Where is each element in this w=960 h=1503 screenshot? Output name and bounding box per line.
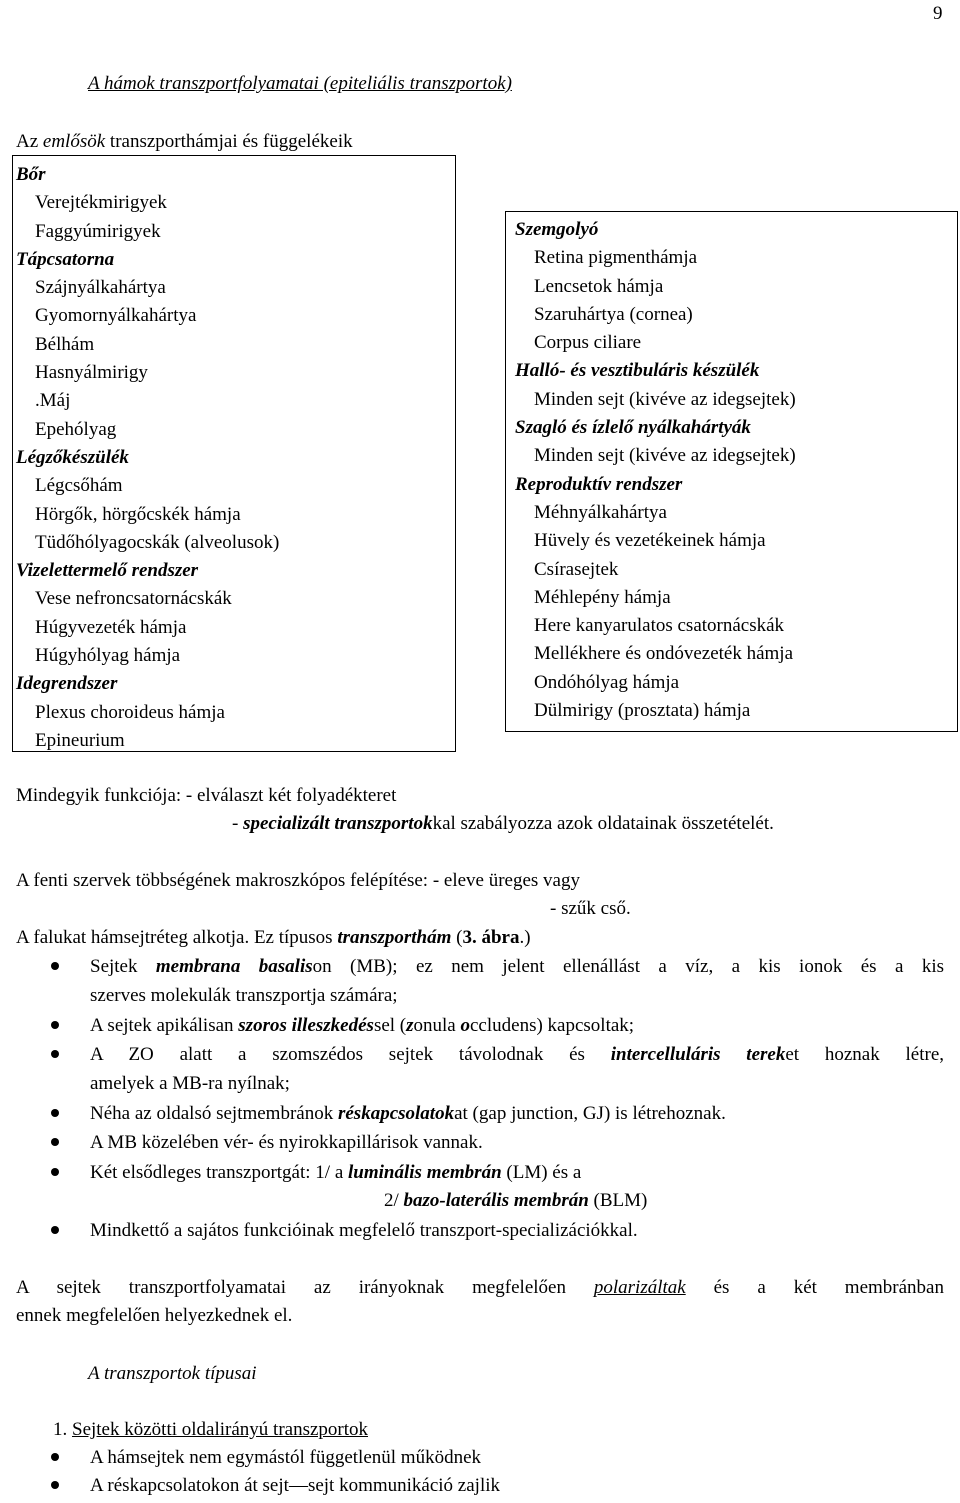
list-item-1 (53, 1416, 368, 1444)
left-organ-box (12, 155, 456, 752)
intro-suffix: transzporthámjai és függelékeik (105, 131, 353, 152)
left-box-heading: Tápcsatorna (16, 248, 115, 270)
tight-junction: szoros illeszkedés (238, 1015, 374, 1036)
list-number: 1. (53, 1419, 72, 1440)
lateral-transport-title: Sejtek közötti oldalirányú transzportok (72, 1419, 369, 1440)
right-box-item: Csírasejtek (534, 558, 619, 580)
specialized-transports: specializált transzportok (243, 813, 433, 834)
function-dash: - (232, 813, 244, 834)
bullet-6-line-2 (384, 1187, 647, 1215)
basolateral-membrane: bazo-laterális membrán (403, 1190, 589, 1211)
b6-c: (LM) és a (501, 1162, 582, 1183)
right-box-heading: Szemgolyó (515, 219, 599, 240)
bullet-3-line-1 (90, 1041, 944, 1069)
intercellular-spaces: intercelluláris terek (610, 1044, 786, 1065)
left-box-item: Húgyvezeték hámja (35, 616, 187, 638)
right-box-heading: Szagló és ízlelő nyálkahártyák (515, 417, 751, 439)
bullet-3-line-2: amelyek a MB-ra nyílnak; (90, 1073, 290, 1094)
b1-a: Sejtek (90, 956, 156, 977)
gap-junctions: réskapcsolatok (337, 1103, 455, 1124)
b3-a: A ZO alatt a szomszédos sejtek távolodnak és (90, 1044, 611, 1065)
right-box-heading: Reproduktív rendszer (515, 473, 683, 495)
bullet-icon (51, 1109, 59, 1117)
left-box-item: Faggyúmirigyek (35, 220, 161, 242)
b2-text-b: sejt kommunikáció zajlik (307, 1475, 501, 1496)
right-box-item: Méhlepény hámja (534, 586, 671, 608)
right-box-item: Retina pigmenthámja (534, 247, 698, 269)
function-line-2 (232, 810, 774, 838)
bullet-icon (51, 962, 59, 970)
right-box-item: Here kanyarulatos csatornácskák (534, 615, 785, 637)
bullet-5: A MB közelében vér- és nyirokkapillárisok vannak. (90, 1132, 483, 1153)
left-box-item: Szájnyálkahártya (35, 277, 166, 299)
b2-d: z (406, 1015, 414, 1036)
left-box-heading: Idegrendszer (16, 673, 118, 695)
b2-e: onula (413, 1015, 461, 1036)
page-number: 9 (933, 3, 943, 24)
b2-text-a: A réskapcsolatokon át sejt (90, 1475, 289, 1496)
bullet-icon (51, 1481, 59, 1489)
left-box-item: Epineurium (35, 729, 125, 751)
right-box-item: Ondóhólyag hámja (534, 671, 680, 693)
macro-mid: ( (451, 927, 463, 948)
intro-italic: emlősök (42, 131, 106, 152)
b2-g: ccludens) kapcsoltak; (470, 1015, 635, 1036)
polar-line-1 (16, 1274, 944, 1302)
macro-line-1: A fenti szervek többségének makroszkópos felépítése: - eleve üreges vagy (16, 870, 580, 891)
right-box-item: Dülmirigy (prosztata) hámja (534, 700, 751, 722)
right-box-item: Lencsetok hámja (534, 275, 664, 297)
list1-bullet-2 (90, 1472, 500, 1500)
bullet-2 (90, 1012, 634, 1040)
left-box-item: Hörgők, hörgőcskék hámja (35, 503, 241, 525)
polar-c: és a két membránban (685, 1277, 944, 1298)
b6-l2-a: 2/ (384, 1190, 404, 1211)
bullet-icon (51, 1226, 59, 1234)
bullet-4 (90, 1100, 726, 1128)
types-title: A transzportok típusai (88, 1363, 257, 1384)
bullet-icon (51, 1050, 59, 1058)
bullet-6-line-1 (90, 1159, 581, 1187)
polar-line-2: ennek megfelelően helyezkednek el. (16, 1305, 293, 1326)
macro-prefix: A falukat hámsejtréteg alkotja. Ez típusos (16, 927, 338, 948)
bullet-1-line-1 (90, 953, 944, 981)
left-box-item: Verejtékmirigyek (35, 192, 167, 214)
intro-prefix: Az (16, 131, 43, 152)
right-organ-box (505, 211, 958, 732)
left-box-item: .Máj (35, 390, 71, 412)
macro-suffix: .) (519, 927, 531, 948)
macro-line-3 (16, 924, 531, 952)
b6-l2-c: (BLM) (588, 1190, 648, 1211)
right-box-heading: Halló- és vesztibuláris készülék (515, 360, 760, 382)
b4-c: at (gap junction, GJ) is létrehoznak. (454, 1103, 726, 1124)
left-box-item: Vese nefroncsatornácskák (35, 588, 232, 610)
em-dash: — (288, 1475, 308, 1496)
bullet-icon (51, 1453, 59, 1461)
right-box-item: Mellékhere és ondóvezeték hámja (534, 643, 794, 665)
right-box-item: Minden sejt (kivéve az idegsejtek) (534, 388, 796, 410)
luminal-membrane: luminális membrán (348, 1162, 502, 1183)
right-box-item: Szaruhártya (cornea) (534, 303, 693, 325)
right-box-item: Corpus ciliare (534, 332, 642, 354)
left-box-item: Gyomornyálkahártya (35, 305, 197, 327)
left-box-item: Plexus choroideus hámja (35, 701, 225, 723)
b2-c: sel ( (373, 1015, 407, 1036)
list1-bullet-1: A hámsejtek nem egymástól függetlenül működnek (90, 1447, 482, 1468)
left-box-item: Légcsőhám (35, 475, 123, 497)
figure-ref: 3. ábra (462, 927, 520, 948)
membrana-basalis: membrana basalis (155, 956, 313, 977)
left-box-item: Tüdőhólyagocskák (alveolusok) (35, 531, 280, 553)
bullet-icon (51, 1021, 59, 1029)
b1-c: on (MB); ez nem jelent ellenállást a víz, a kis ionok és a kis (312, 956, 944, 977)
b3-c: et hoznak létre, (785, 1044, 945, 1065)
bullet-icon (51, 1138, 59, 1146)
function-suffix: kal szabályozza azok oldatainak összetételét. (432, 813, 774, 834)
left-box-item: Bélhám (35, 333, 95, 355)
right-box-item: Méhnyálkahártya (534, 501, 667, 523)
left-box-heading: Bőr (16, 164, 46, 185)
bullet-7: Mindkettő a sajátos funkcióinak megfelelő transzport-specializációkkal. (90, 1220, 638, 1241)
section-title: A hámok transzportfolyamatai (epiteliális transzportok) (88, 73, 512, 94)
polar-a: A sejtek transzportfolyamatai az irányoknak megfelelően (16, 1277, 594, 1298)
left-box-item: Húgyhólyag hámja (35, 645, 181, 667)
b4-a: Néha az oldalsó sejtmembránok (90, 1103, 338, 1124)
left-box-heading: Légzőkészülék (16, 446, 129, 468)
b6-a: Két elsődleges transzportgát: 1/ a (90, 1162, 349, 1183)
right-box-item: Minden sejt (kivéve az idegsejtek) (534, 445, 796, 467)
bullet-icon (51, 1168, 59, 1176)
b2-f: o (460, 1015, 470, 1036)
left-box-heading: Vizelettermelő rendszer (16, 560, 199, 582)
intro-line (16, 128, 353, 156)
bullet-1-line-2: szerves molekulák transzportja számára; (90, 985, 398, 1006)
right-box-item: Hüvely és vezetékeinek hámja (534, 530, 766, 552)
left-box-item: Epehólyag (35, 418, 117, 440)
b2-a: A sejtek apikálisan (90, 1015, 239, 1036)
function-line-1: Mindegyik funkciója: - elválaszt két folyadékteret (16, 785, 397, 806)
macro-line-2: - szűk cső. (550, 898, 631, 919)
left-box-item: Hasnyálmirigy (35, 362, 148, 384)
transport-epithelium: transzporthám (337, 927, 452, 948)
polarized: polarizáltak (593, 1277, 686, 1298)
